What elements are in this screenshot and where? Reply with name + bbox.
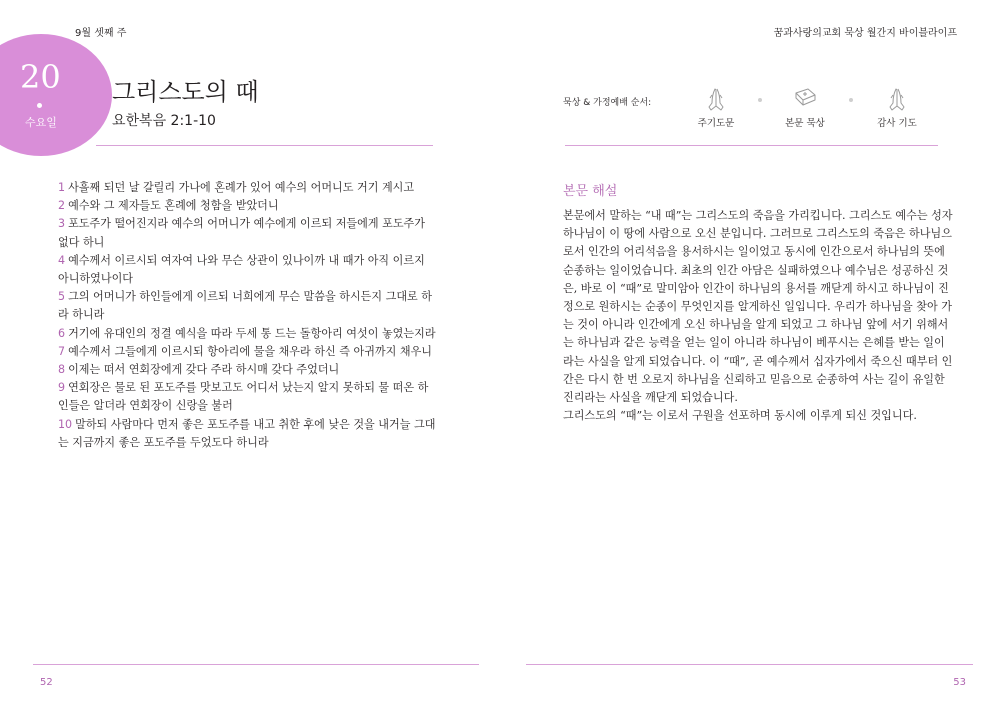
scripture-reference: 요한복음 2:1-10 <box>112 113 216 129</box>
verse-text: 말하되 사람마다 먼저 좋은 포도주를 내고 취한 후에 낮은 것을 내거늘 그대는 지금까지 좋은 포도주를 두었도다 하니라 <box>58 417 436 449</box>
right-page-number: 53 <box>953 677 966 688</box>
commentary-paragraph: 본문에서 말하는 “내 때”는 그리스도의 죽음을 가리킵니다. 그리스도 예수는 성자 하나님이 이 땅에 사람으로 오신 분입니다. 그러므로 그리스도의 죽음은 하나님으로서 인간의 어리석음을 용서하시는 일이었고 동시에 인간으로서 하나님의 뜻에 순종하는 일이었습니다. 최초의 인간 아담은 실패하였으나 예수님은 성공하신 것은, 바로 이 “때”로 말미암아 인간이 하나님의 용서를 깨닫게 하시고 하나님이 진정으로 원하시는 순종이 무엇인지를 알게하신 일입니다. 우리가 하나님을 찾아 가는 것이 아니라 인간에게 오신 하나님을 알게 되었고 그 하나님 앞에 서기 위해서는 하나님과 같은 능력을 얻는 일이 아니라 하나님이 베푸시는 은혜를 받는 일이라는 사실을 알게 되었습니다. 이 “때”, 곧 예수께서 십자가에서 죽으신 때부터 인간은 다시 한 번 오로지 하나님을 신뢰하고 믿음으로 순종하여 사는 길이 유일한 진리라는 사실을 깨닫게 되었습니다. <box>563 209 953 405</box>
verse-number: 5 <box>58 290 66 304</box>
step-lords-prayer <box>671 86 761 129</box>
verse-list <box>58 179 436 452</box>
step-scripture-meditation <box>760 86 850 129</box>
verse-text: 예수께서 그들에게 이르시되 항아리에 물을 채우라 하신 즉 아귀까지 채우니 <box>68 344 433 358</box>
verse-item <box>58 379 436 415</box>
left-page-number: 52 <box>40 677 53 688</box>
right-footer-rule <box>526 664 973 665</box>
verse-item <box>58 325 436 343</box>
verse-item <box>58 215 436 251</box>
verse-text: 연회장은 물로 된 포도주를 맛보고도 어디서 났는지 알지 못하되 물 떠온 하인들은 알더라 연회장이 신랑을 불러 <box>58 381 429 413</box>
verse-item <box>58 343 436 361</box>
left-footer-rule <box>33 664 479 665</box>
verse-number: 9 <box>58 381 66 395</box>
verse-text: 예수께서 이르시되 여자여 나와 무슨 상관이 있나이까 내 때가 아직 이르지 아니하였나이다 <box>58 253 425 286</box>
step-label: 감사 기도 <box>877 118 917 129</box>
praying-hands-icon <box>883 86 911 112</box>
commentary-paragraph: 그리스도의 “때”는 이로서 구원을 선포하며 동시에 이루게 되신 것입니다. <box>563 409 917 423</box>
date-day-number: 20 <box>20 58 61 96</box>
verse-number: 7 <box>58 344 66 358</box>
step-thanksgiving-prayer <box>852 86 942 129</box>
verse-number: 2 <box>58 199 66 213</box>
step-label: 본문 묵상 <box>785 118 825 129</box>
verse-text: 이제는 떠서 연회장에게 갖다 주라 하시매 갖다 주었더니 <box>68 363 340 377</box>
step-label: 주기도문 <box>697 118 735 129</box>
verse-text: 거기에 유대인의 정결 예식을 따라 두세 통 드는 돌항아리 여섯이 놓였는지라 <box>68 326 436 340</box>
right-running-header: 꿈과사랑의교회 묵상 월간지 바이블라이프 <box>773 28 957 39</box>
verse-text: 예수와 그 제자들도 혼례에 청함을 받았더니 <box>68 199 279 213</box>
verse-item <box>58 288 436 324</box>
devotion-order-label: 묵상 & 가정예배 순서: <box>563 98 652 108</box>
praying-hands-icon <box>702 86 730 112</box>
date-dot <box>37 103 42 108</box>
verse-text: 포도주가 떨어진지라 예수의 어머니가 예수에게 이르되 저들에게 포도주가 없다 하니 <box>58 217 425 249</box>
verse-number: 10 <box>58 417 73 431</box>
verse-item <box>58 179 436 197</box>
verse-text: 사흘째 되던 날 갈릴리 가나에 혼례가 있어 예수의 어머니도 거기 계시고 <box>68 181 415 194</box>
verse-number: 8 <box>58 363 66 377</box>
verse-item <box>58 361 436 379</box>
verse-item <box>58 252 436 288</box>
page-title: 그리스도의 때 <box>112 78 259 106</box>
title-divider <box>96 145 433 146</box>
verse-number: 4 <box>58 253 66 267</box>
left-running-header: 9월 셋째 주 <box>75 28 127 39</box>
verse-item <box>58 416 436 452</box>
verse-text: 그의 어머니가 하인들에게 이르되 너희에게 무슨 말씀을 하시든지 그대로 하라 하니라 <box>58 290 433 322</box>
commentary-body <box>563 207 953 425</box>
verse-number: 3 <box>58 217 66 231</box>
order-divider <box>565 145 938 146</box>
verse-number: 6 <box>58 326 66 340</box>
verse-item <box>58 197 436 215</box>
date-weekday: 수요일 <box>25 116 57 129</box>
verse-number: 1 <box>58 181 66 194</box>
section-title: 본문 해설 <box>563 184 618 199</box>
bible-book-icon <box>791 86 819 112</box>
